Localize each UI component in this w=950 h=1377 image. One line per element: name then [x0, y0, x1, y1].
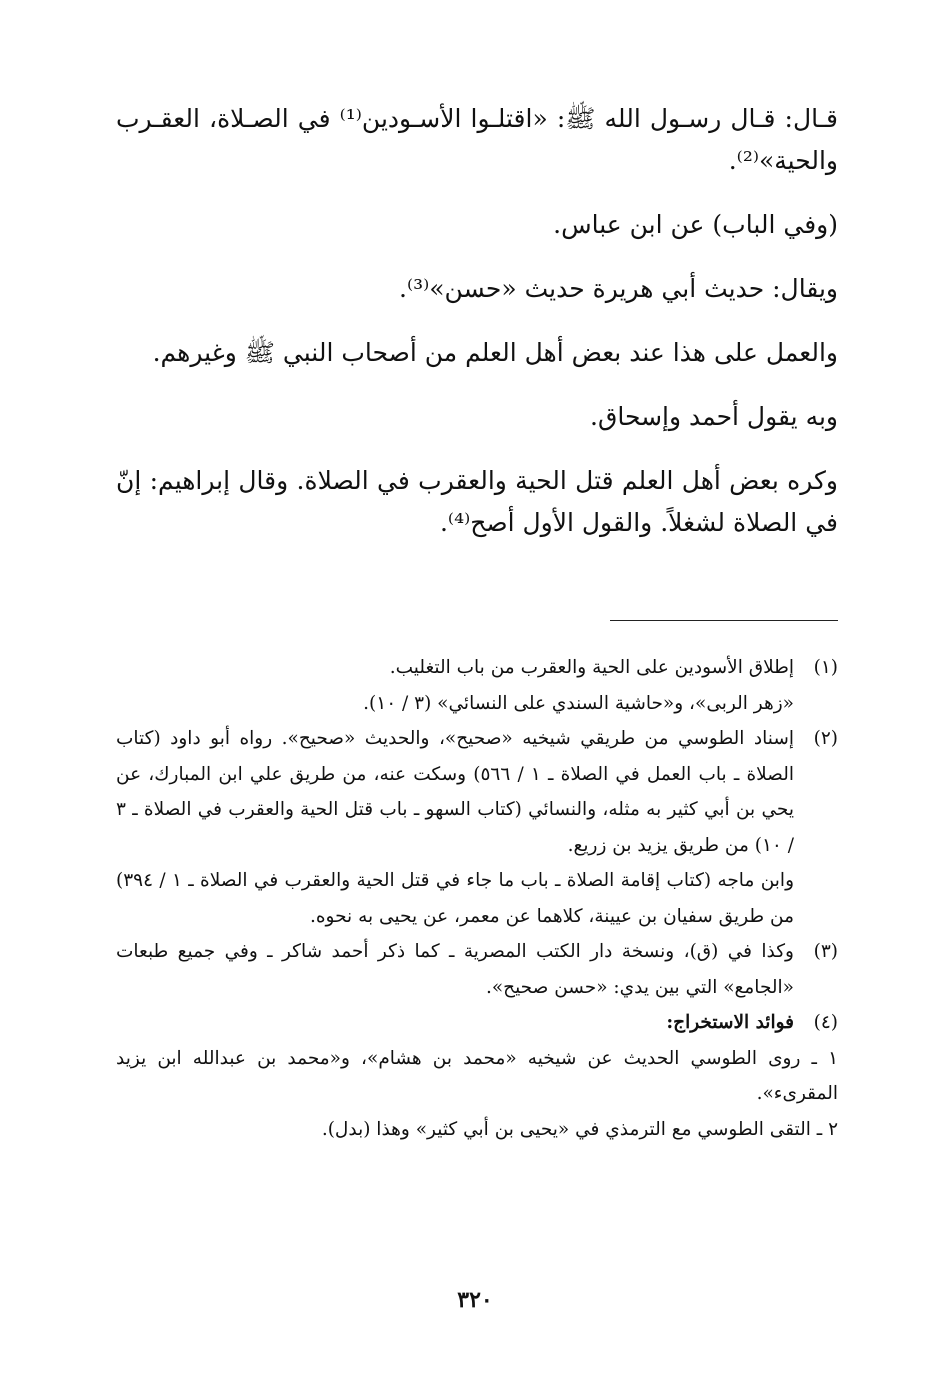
- footnote-number: (٢): [813, 728, 838, 749]
- footnote-text: وكذا في (ق)، ونسخة دار الكتب المصرية ـ كما ذكر أحمد شاكر ـ وفي جميع طبعات «الجامع» التي بين يدي: «حسن صحيح».: [116, 941, 794, 998]
- footnote-subtext: وابن ماجه (كتاب إقامة الصلاة ـ باب ما جاء في قتل الحية والعقرب في الصلاة ـ ١ / ٣٩٤) من طريق سفيان بن عيينة، كلاهما عن معمر، عن يحيى به نحوه.: [116, 870, 795, 927]
- footnote-number: (٤): [813, 1012, 838, 1033]
- footnote-4: [116, 1005, 838, 1041]
- footnote-heading: فوائد الاستخراج:: [666, 1012, 794, 1033]
- footnote-4-item-2: ٢ ـ التقى الطوسي مع الترمذي في «يحيى بن أبي كثير» وهذا (بدل).: [321, 1118, 838, 1140]
- paragraph-disliked: وكره بعض أهل العلم قتل الحية والعقرب في الصلاة. وقال إبراهيم: إنّ في الصلاة لشغلاً. والقول الأول أصح⁽⁴⁾.: [116, 466, 838, 537]
- paragraph-ahmad-ishaq: وبه يقول أحمد وإسحاق.: [590, 402, 838, 431]
- main-text: [116, 98, 838, 544]
- footnote-subtext: «زهر الربى»، و«حاشية السندي على النسائي» (٣ / ١٠).: [363, 692, 794, 714]
- footnote-3: [116, 934, 838, 1005]
- footnote-divider: [610, 620, 838, 621]
- footnote-2: [116, 721, 838, 934]
- footnotes: [116, 650, 838, 1147]
- paragraph-grading: ويقال: حديث أبي هريرة حديث «حسن»⁽³⁾.: [399, 274, 838, 303]
- footnote-1: [116, 650, 838, 721]
- paragraph-hadith: قـال: قـال رسـول الله ﷺ: «اقتلـوا الأسـودين⁽¹⁾ في الصـلاة، العقـرب والحية»⁽²⁾.: [116, 104, 838, 175]
- paragraph-practice: والعمل على هذا عند بعض أهل العلم من أصحاب النبي ﷺ وغيرهم.: [152, 338, 838, 367]
- footnote-number: (٣): [813, 941, 838, 962]
- footnote-number: (١): [813, 657, 838, 678]
- footnote-text: إسناد الطوسي من طريقي شيخيه «صحيح»، والحديث «صحيح». رواه أبو داود (كتاب الصلاة ـ باب العمل في الصلاة ـ ١ / ٥٦٦) وسكت عنه، من طريق علي ابن المبارك، عن يحي بن أبي كثير به مثله، والنسائي (كتاب السهو ـ باب قتل الحية والعقرب في الصلاة ـ ٣ / ١٠) من طريق يزيد بن زريع.: [116, 728, 794, 856]
- footnote-4-item-1: ١ ـ روى الطوسي الحديث عن شيخيه «محمد بن هشام»، و«محمد بن عبدالله ابن يزيد المقرىء».: [116, 1047, 838, 1104]
- paragraph-chapter-note: (وفي الباب) عن ابن عباس.: [553, 210, 838, 239]
- footnote-text: إطلاق الأسودين على الحية والعقرب من باب التغليب.: [389, 657, 794, 678]
- page-number: ٣٢٠: [457, 1287, 493, 1313]
